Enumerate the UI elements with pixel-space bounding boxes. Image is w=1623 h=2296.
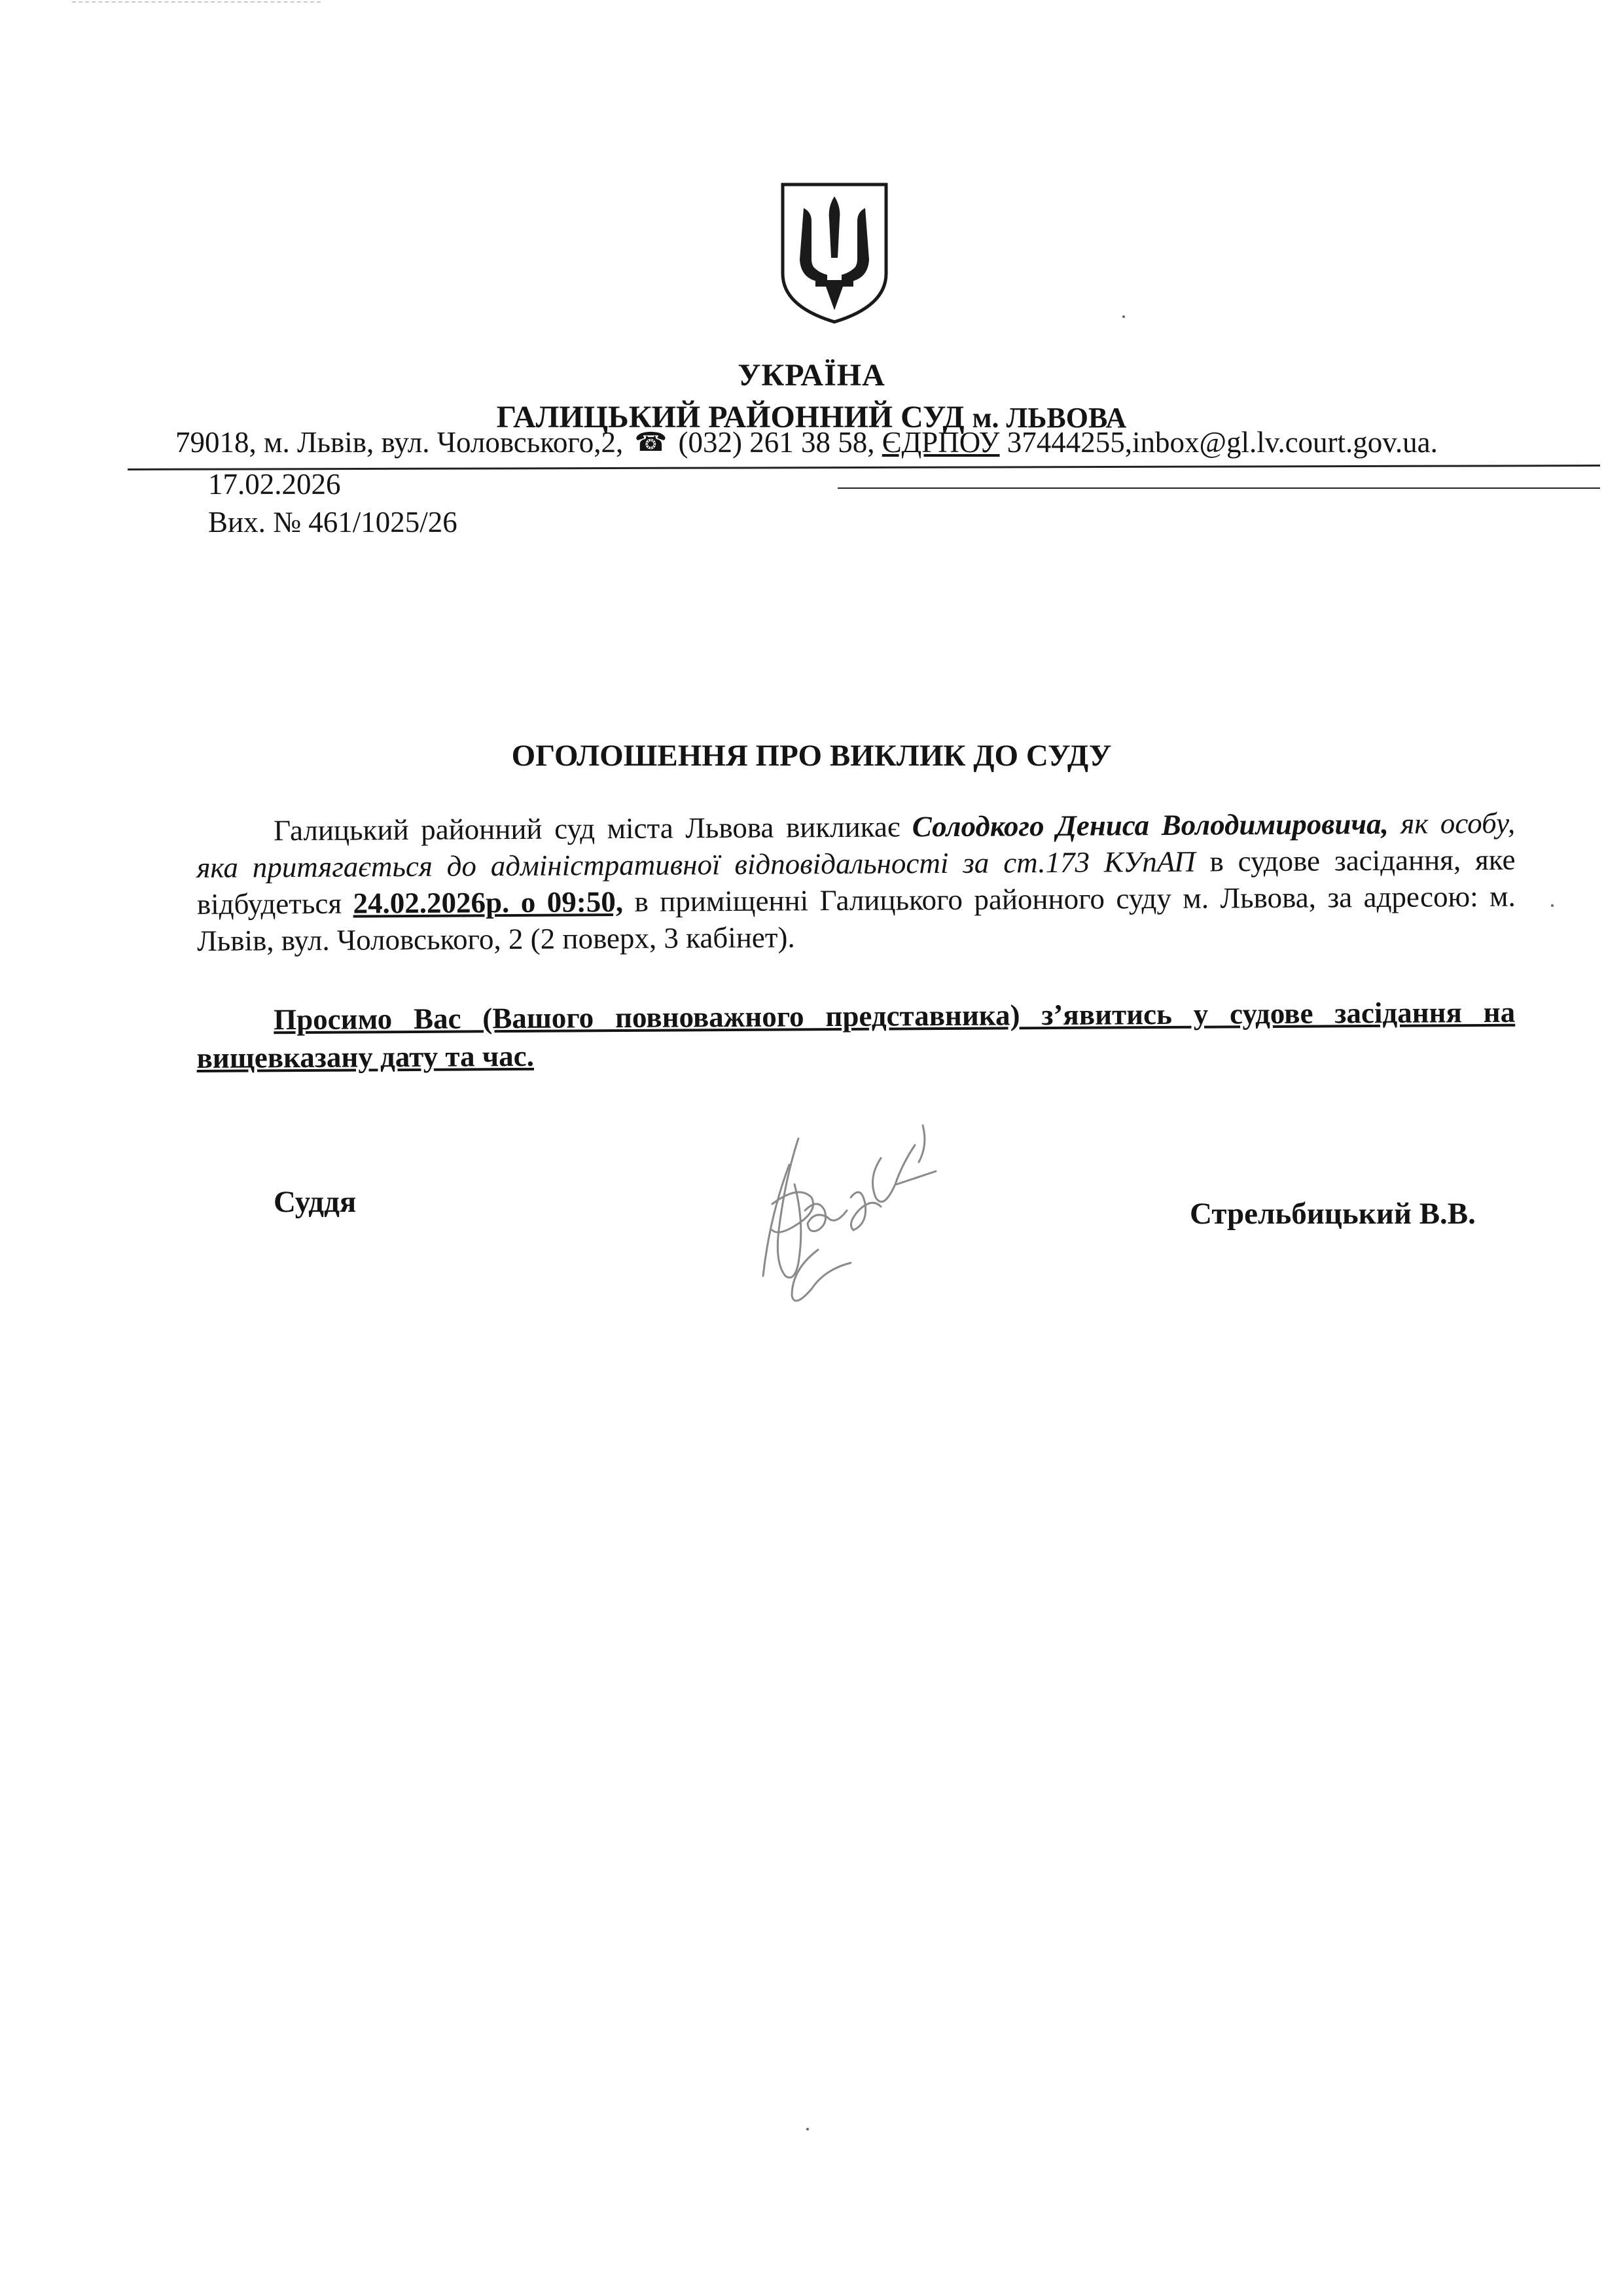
body-part3: в судове засідання, яке відбудеться	[196, 843, 1516, 921]
header-rule-secondary	[838, 487, 1600, 489]
scan-edge-mark	[72, 1, 321, 3]
handwritten-signature	[726, 1099, 975, 1335]
notice-body	[196, 805, 1516, 959]
signature-role: Суддя	[274, 1185, 357, 1219]
trident-icon	[779, 182, 890, 325]
header-rule	[128, 465, 1600, 470]
header-country: УКРАЇНА	[738, 358, 885, 393]
body-part1: Галицький районний суд міста Львова викликає	[274, 810, 912, 847]
judge-name: Стрельбицький В.В.	[1190, 1197, 1476, 1231]
address-postal: 79018, м. Львів, вул. Чоловського,2,	[175, 426, 624, 459]
scan-speck	[806, 2128, 809, 2130]
phone-icon: ☎	[634, 427, 668, 457]
hearing-datetime: 24.02.2026р. о 09:50,	[353, 885, 624, 920]
court-address	[175, 425, 1438, 459]
address-phone: (032) 261 38 58,	[678, 426, 875, 459]
document-date: 17.02.2026	[208, 468, 341, 501]
scan-speck	[1122, 315, 1125, 318]
outgoing-number: Вих. № 461/1025/26	[208, 506, 457, 539]
scan-speck	[1551, 904, 1554, 907]
document-title: ОГОЛОШЕННЯ ПРО ВИКЛИК ДО СУДУ	[511, 739, 1112, 773]
body-part4: в приміщенні Галицького районного суду м. Львова, за адресою: м. Львів, вул. Чоловського, 2 (2 поверх, 3 кабінет).	[197, 879, 1516, 957]
edrpou-email: 37444255,inbox@gl.lv.court.gov.ua.	[1007, 426, 1438, 459]
summoned-person: Солодкого Дениса Володимировича,	[912, 807, 1389, 843]
appearance-request: Просимо Вас (Вашого повноважного представника) з’явитись у судове засідання на вищевказану дату та час.	[196, 995, 1516, 1074]
court-city: м. ЛЬВОВА	[972, 402, 1127, 434]
edrpou-label: ЄДРПОУ	[882, 426, 1000, 459]
body-part2: як особу, яка притягається до адміністративної відповідальності за ст.173 КУпАП	[196, 806, 1516, 884]
court-name: ГАЛИЦЬКИЙ РАЙОННИЙ СУД	[496, 400, 965, 434]
